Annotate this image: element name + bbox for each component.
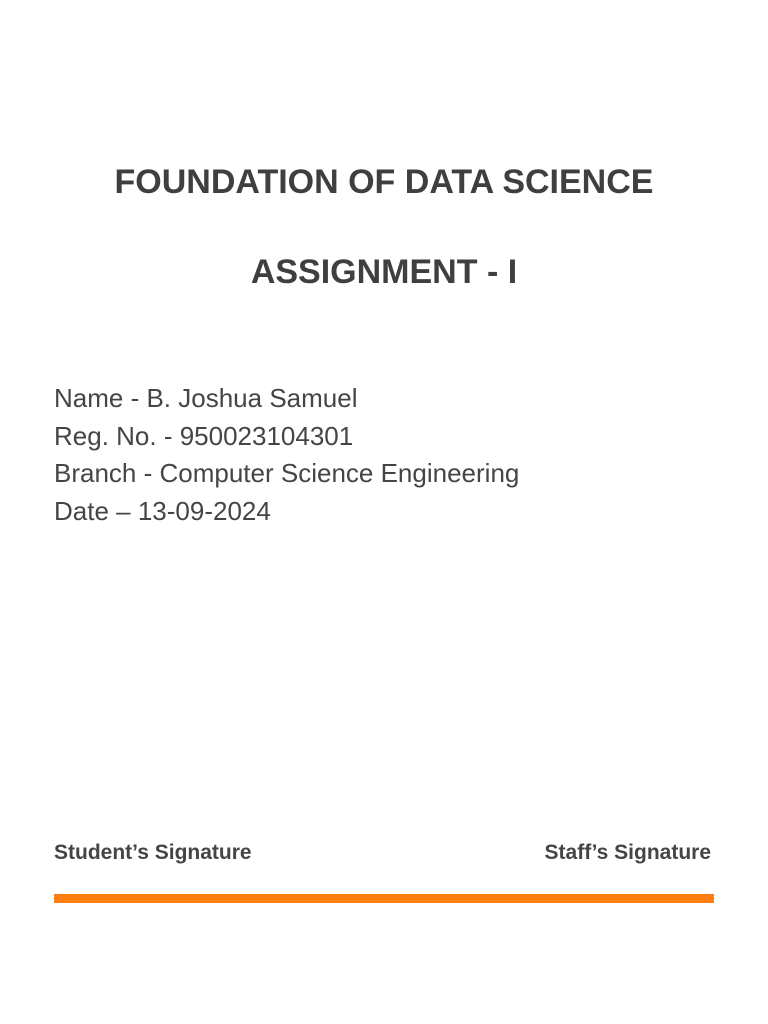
student-details bbox=[54, 380, 519, 530]
assignment-title: ASSIGNMENT - I bbox=[250, 253, 518, 291]
date: Date – 13-09-2024 bbox=[54, 495, 271, 526]
branch: Branch - Computer Science Engineering bbox=[54, 458, 520, 488]
document-title: FOUNDATION OF DATA SCIENCE bbox=[114, 163, 654, 201]
student-signature-label: Student’s Signature bbox=[54, 841, 252, 864]
student-name: Name - B. Joshua Samuel bbox=[54, 383, 358, 413]
registration-number: Reg. No. - 950023104301 bbox=[54, 420, 354, 451]
accent-divider bbox=[54, 894, 714, 903]
staff-signature-label: Staff’s Signature bbox=[544, 841, 711, 864]
